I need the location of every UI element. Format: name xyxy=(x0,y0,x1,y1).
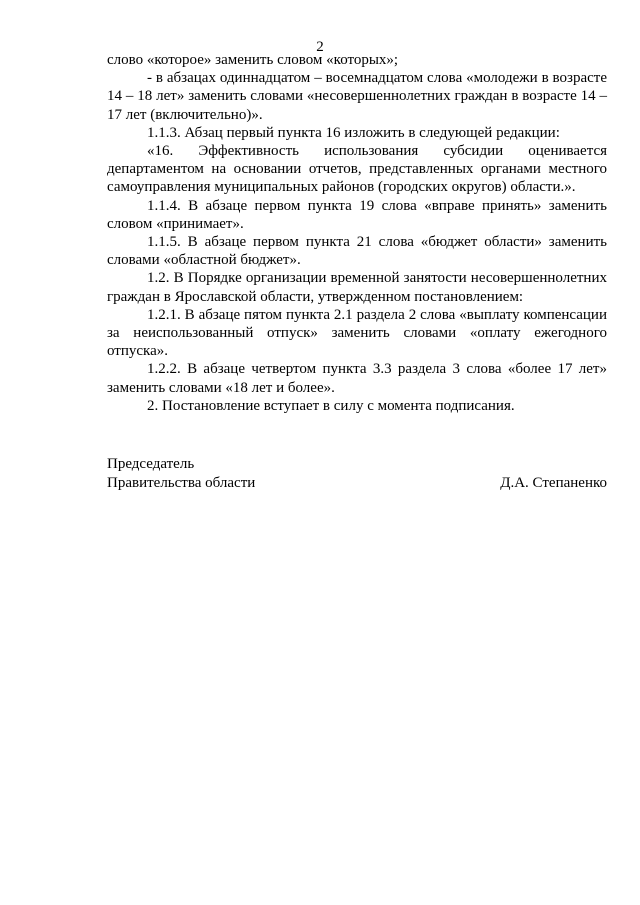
paragraph-1-2-2: 1.2.2. В абзаце четвертом пункта 3.3 раздела 3 слова «более 17 лет» заменить словами «18 лет и более». xyxy=(107,361,607,396)
page-number: 2 xyxy=(316,39,324,55)
paragraph-1-2: 1.2. В Порядке организации временной занятости несовершеннолетних граждан в Ярославской области, утвержденном постановлением: xyxy=(107,270,607,305)
signatory-title-line2: Правительства области xyxy=(107,474,256,491)
paragraph-1-2-1: 1.2.1. В абзаце пятом пункта 2.1 раздела 2 слова «выплату компенсации за неиспользованный отпуск» заменить словами «оплату ежегодного отпуска». xyxy=(107,306,607,360)
signature-line xyxy=(107,474,607,493)
paragraph-1-1-5: 1.1.5. В абзаце первом пункта 21 слова «бюджет области» заменить словами «областной бюджет». xyxy=(107,234,607,269)
paragraph-item-16-text: «16. Эффективность использования субсидии оценивается департаментом на основании отчетов, представленных органами местного самоуправления муниципальных районов (городских округов) области.». xyxy=(107,143,607,196)
document-body xyxy=(107,51,607,415)
signatory-name: Д.А. Степаненко xyxy=(500,474,607,491)
paragraph-2-effective: 2. Постановление вступает в силу с момента подписания. xyxy=(147,397,515,414)
signature-block xyxy=(107,455,607,492)
paragraph-continuation: слово «которое» заменить словом «которых»; xyxy=(107,52,399,68)
signatory-title-line1: Председатель xyxy=(107,456,195,472)
paragraph-1-1-4: 1.1.4. В абзаце первом пункта 19 слова «вправе принять» заменить словом «принимает». xyxy=(107,197,607,232)
paragraph-amend-youth-age: - в абзацах одиннадцатом – восемнадцатом слова «молодежи в возрасте 14 – 18 лет» заменить словами «несовершеннолетних граждан в возрасте 14 – 17 лет (включительно)». xyxy=(107,70,607,123)
paragraph-1-1-3: 1.1.3. Абзац первый пункта 16 изложить в следующей редакции: xyxy=(147,124,560,141)
